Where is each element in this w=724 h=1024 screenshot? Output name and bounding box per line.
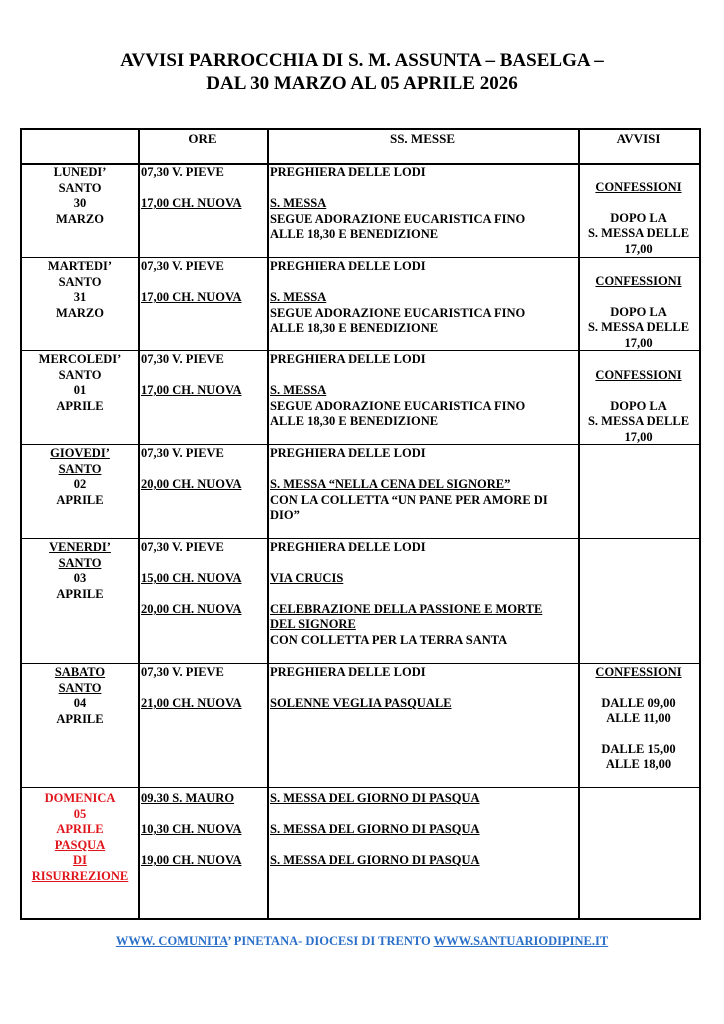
event-entry: DIO” bbox=[270, 508, 300, 522]
link-santuario[interactable]: WWW.SANTUARIODIPINE.IT bbox=[433, 934, 609, 948]
time-entry: 07,30 V. PIEVE bbox=[141, 665, 224, 679]
event-entry: S. MESSA DEL GIORNO DI PASQUA bbox=[270, 791, 480, 805]
event-entry: CELEBRAZIONE DELLA PASSIONE E MORTE bbox=[270, 602, 543, 616]
event-entry: VIA CRUCIS bbox=[270, 571, 344, 585]
header-ore: ORE bbox=[188, 131, 217, 146]
event-entry: S. MESSA “NELLA CENA DEL SIGNORE” bbox=[270, 477, 511, 491]
event-entry: CON COLLETTA PER LA TERRA SANTA bbox=[270, 633, 508, 647]
time-entry: 20,00 CH. NUOVA bbox=[141, 477, 242, 491]
event-entry: SEGUE ADORAZIONE EUCARISTICA FINO bbox=[270, 306, 526, 320]
day-label: SABATO SANTO 04 APRILE bbox=[54, 665, 106, 726]
header-avvisi: AVVISI bbox=[616, 131, 661, 146]
time-entry: 07,30 V. PIEVE bbox=[141, 352, 224, 366]
row-divider bbox=[22, 538, 699, 539]
event-entry: PREGHIERA DELLE LODI bbox=[270, 259, 426, 273]
event-entry: SOLENNE VEGLIA PASQUALE bbox=[270, 696, 452, 710]
event-entry: ALLE 18,30 E BENEDIZIONE bbox=[270, 321, 439, 335]
event-entry: PREGHIERA DELLE LODI bbox=[270, 352, 426, 366]
column-divider bbox=[138, 130, 140, 918]
event-entry: PREGHIERA DELLE LODI bbox=[270, 665, 426, 679]
event-entry: ALLE 18,30 E BENEDIZIONE bbox=[270, 414, 439, 428]
time-entry: 17,00 CH. NUOVA bbox=[141, 290, 242, 304]
time-entry: 15,00 CH. NUOVA bbox=[141, 571, 242, 585]
time-entry: 07,30 V. PIEVE bbox=[141, 540, 224, 554]
title-line-2: DAL 30 MARZO AL 05 APRILE 2026 bbox=[206, 73, 518, 94]
day-label: LUNEDI’ SANTO 30 MARZO bbox=[53, 165, 107, 226]
schedule-table bbox=[20, 128, 701, 920]
day-label: DOMENICA 05 APRILE PASQUA DI RISURREZIONE bbox=[31, 791, 129, 883]
time-entry: 07,30 V. PIEVE bbox=[141, 446, 224, 460]
event-entry: SEGUE ADORAZIONE EUCARISTICA FINO bbox=[270, 212, 526, 226]
event-entry: S. MESSA bbox=[270, 383, 327, 397]
event-entry: PREGHIERA DELLE LODI bbox=[270, 446, 426, 460]
event-entry: PREGHIERA DELLE LODI bbox=[270, 165, 426, 179]
time-entry: 07,30 V. PIEVE bbox=[141, 165, 224, 179]
time-entry: 19,00 CH. NUOVA bbox=[141, 853, 242, 867]
avvisi-notice: CONFESSIONI DOPO LA S. MESSA DELLE 17,00 bbox=[587, 274, 690, 350]
event-entry: S. MESSA bbox=[270, 196, 327, 210]
event-entry: CON LA COLLETTA “UN PANE PER AMORE DI bbox=[270, 493, 548, 507]
row-divider bbox=[22, 787, 699, 788]
footer bbox=[0, 934, 724, 949]
event-entry: SEGUE ADORAZIONE EUCARISTICA FINO bbox=[270, 399, 526, 413]
row-divider bbox=[22, 663, 699, 664]
event-entry: S. MESSA DEL GIORNO DI PASQUA bbox=[270, 822, 480, 836]
time-entry: 09.30 S. MAURO bbox=[141, 791, 235, 805]
column-divider bbox=[267, 130, 269, 918]
time-entry: 17,00 CH. NUOVA bbox=[141, 383, 242, 397]
title-line-1: AVVISI PARROCCHIA DI S. M. ASSUNTA – BASELGA – bbox=[120, 50, 604, 71]
time-entry: 10,30 CH. NUOVA bbox=[141, 822, 242, 836]
avvisi-notice: CONFESSIONI DOPO LA S. MESSA DELLE 17,00 bbox=[587, 368, 690, 444]
avvisi-notice: CONFESSIONI DOPO LA S. MESSA DELLE 17,00 bbox=[587, 180, 690, 256]
time-entry: 17,00 CH. NUOVA bbox=[141, 196, 242, 210]
event-entry: ALLE 18,30 E BENEDIZIONE bbox=[270, 227, 439, 241]
event-entry: S. MESSA DEL GIORNO DI PASQUA bbox=[270, 853, 480, 867]
footer-text: ’ PINETANA- DIOCESI DI TRENTO bbox=[227, 934, 434, 948]
event-entry: DEL SIGNORE bbox=[270, 617, 356, 631]
event-entry: PREGHIERA DELLE LODI bbox=[270, 540, 426, 554]
time-entry: 07,30 V. PIEVE bbox=[141, 259, 224, 273]
time-entry: 21,00 CH. NUOVA bbox=[141, 696, 242, 710]
link-comunita[interactable]: WWW. COMUNITA bbox=[115, 934, 228, 948]
header-ss-messe: SS. MESSE bbox=[389, 131, 456, 146]
time-entry: 20,00 CH. NUOVA bbox=[141, 602, 242, 616]
day-label: VENERDI’ SANTO 03 APRILE bbox=[49, 540, 111, 601]
day-label: GIOVEDI’ SANTO 02 APRILE bbox=[50, 446, 110, 507]
day-label: MARTEDI’ SANTO 31 MARZO bbox=[47, 259, 113, 320]
day-label: MERCOLEDI’ SANTO 01 APRILE bbox=[38, 352, 122, 413]
avvisi-notice: CONFESSIONI DALLE 09,00 ALLE 11,00 DALLE 15,00 ALLE 18,00 bbox=[595, 665, 682, 772]
event-entry: S. MESSA bbox=[270, 290, 327, 304]
